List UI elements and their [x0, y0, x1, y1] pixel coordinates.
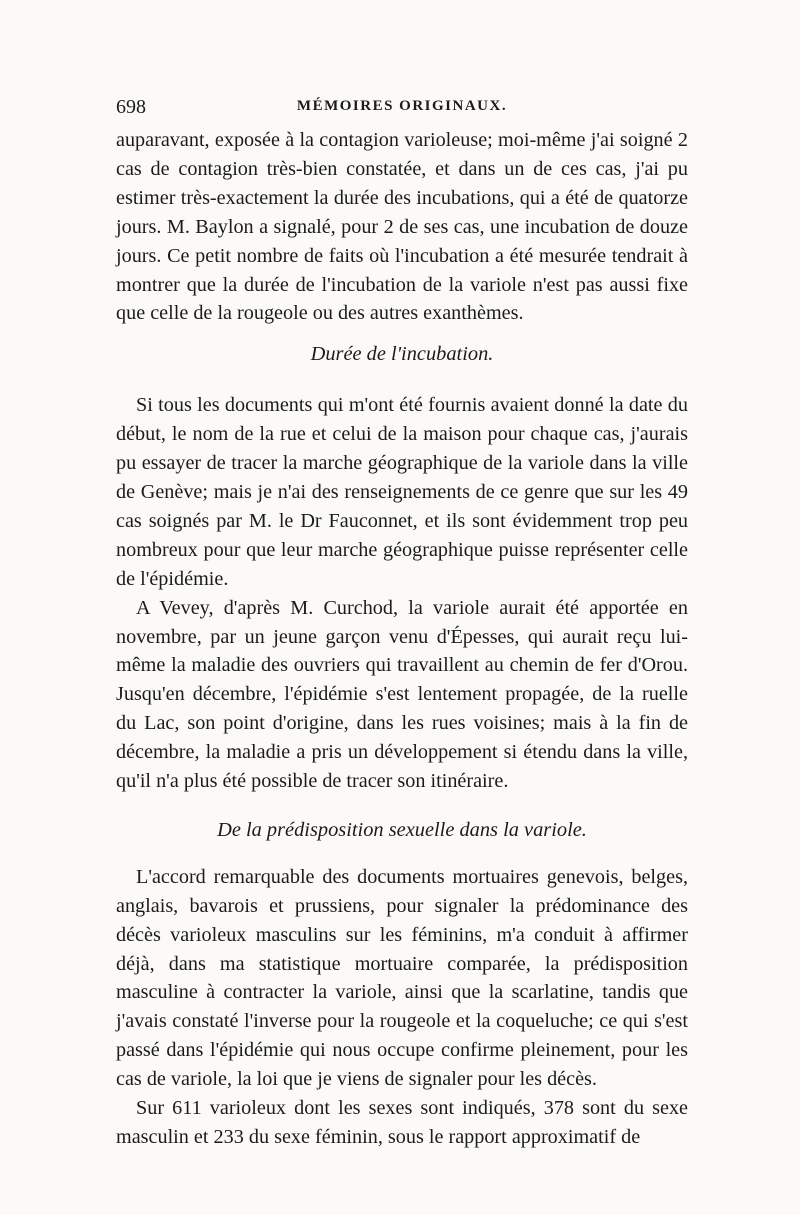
paragraph-sex-ratio: Sur 611 varioleux dont les sexes sont indiqués, 378 sont du sexe masculin et 233 du sexe féminin, sous le rapport approximatif de — [116, 1097, 688, 1148]
document-page — [116, 96, 688, 1152]
page-number: 698 — [116, 96, 146, 118]
running-head — [116, 96, 688, 120]
paragraph-mortuary-documents: L'accord remarquable des documents mortuaires genevois, belges, anglais, bavarois et prussiens, pour signaler la prédominance des décès varioleux masculins sur les féminins, m'a conduit à affirmer déjà, dans ma statistique mortuaire comparée, la prédisposition masculine à contracter la variole, ainsi que la scarlatine, tandis que j'avais constaté l'inverse pour la rougeole et la coqueluche; ce qui s'est passé dans l'épidémie qui nous occupe confirme pleinement, pour les cas de variole, la loi que je viens de signaler pour les décès. — [116, 865, 688, 1091]
section-heading-incubation: Durée de l'incubation. — [310, 343, 494, 366]
paragraph-vevey: A Vevey, d'après M. Curchod, la variole aurait été apportée en novembre, par un jeune garçon venu d'Épesses, qui aurait reçu lui-même la maladie des ouvriers qui travaillent au chemin de fer d'Orou. Jusqu'en décembre, l'épidémie s'est lentement propagée, de la ruelle du Lac, son point d'origine, dans les rues voisines; mais à la fin de décembre, la maladie a pris un développement si étendu dans la ville, qu'il n'a plus été possible de tracer son itinéraire. — [116, 596, 688, 793]
paragraph-incubation-cases: auparavant, exposée à la contagion varioleuse; moi-même j'ai soigné 2 cas de contagion très-bien constatée, et dans un de ces cas, j'ai pu estimer très-exactement la durée des incubations, qui a été de quatorze jours. M. Baylon a signalé, pour 2 de ses cas, une incubation de douze jours. Ce petit nombre de faits où l'incubation a été mesurée tendrait à montrer que la durée de l'incubation de la variole n'est pas aussi fixe que celle de la rougeole ou des autres exanthèmes. — [116, 129, 688, 325]
section-heading-sexual-predisposition: De la prédisposition sexuelle dans la variole. — [217, 818, 587, 841]
paragraph-geneva-geography: Si tous les documents qui m'ont été fournis avaient donné la date du début, le nom de la rue et celui de la maison pour chaque cas, j'aurais pu essayer de tracer la marche géographique de la variole dans la ville de Genève; mais je n'ai des renseignements de ce genre que sur les 49 cas soignés par M. le Dr Fauconnet, et ils sont évidemment trop peu nombreux pour que leur marche géographique puisse représenter celle de l'épidémie. — [116, 394, 688, 590]
running-title: MÉMOIRES ORIGINAUX. — [296, 98, 508, 114]
